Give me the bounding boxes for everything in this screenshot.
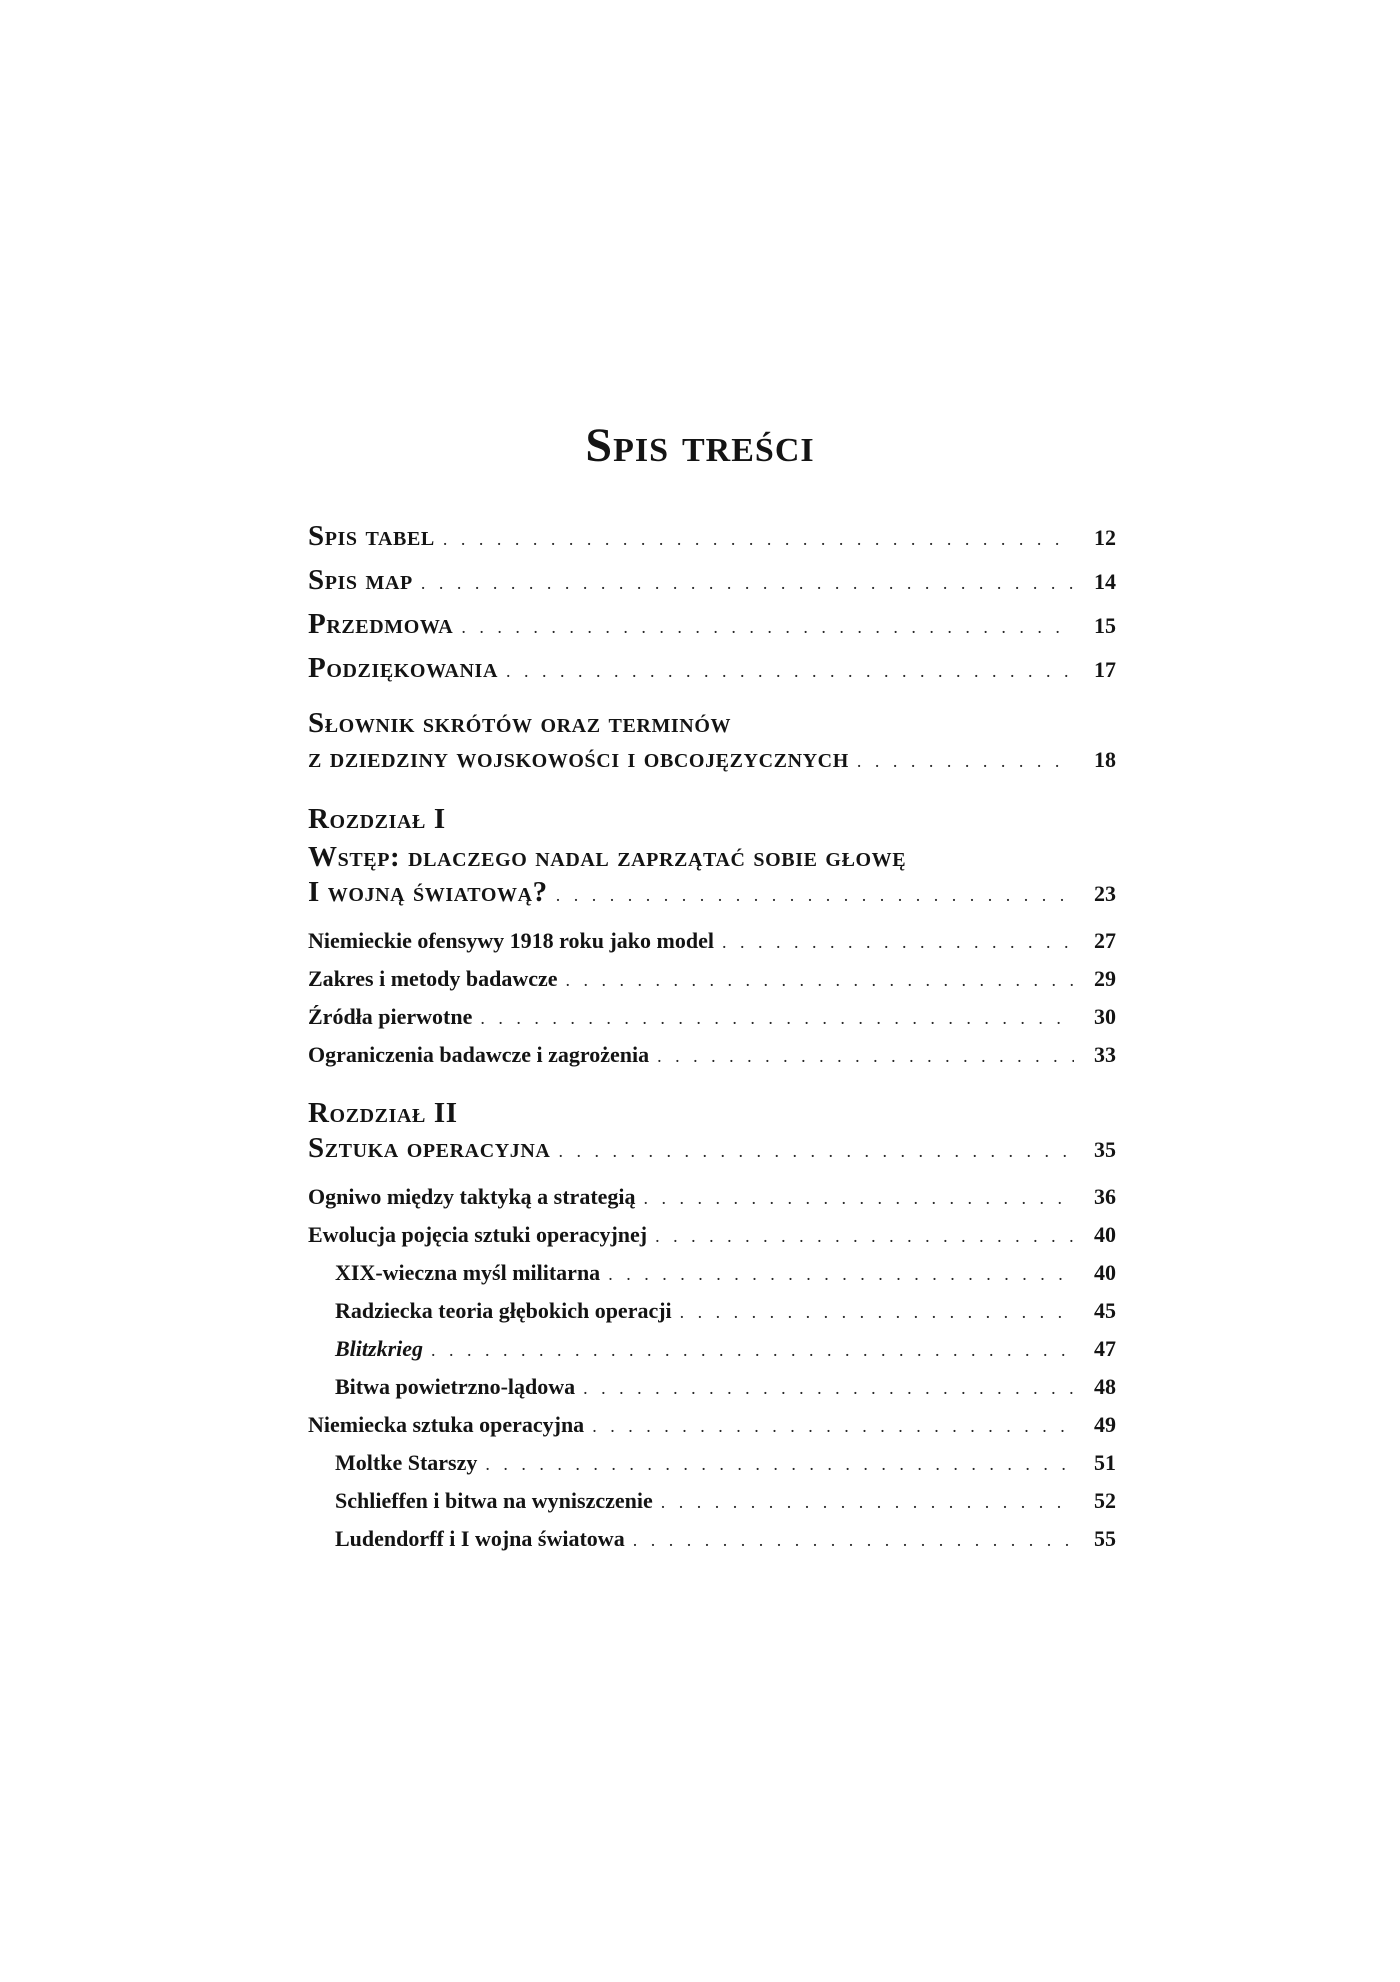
toc-entry-title: Źródła pierwotne xyxy=(308,1004,473,1029)
toc-entry-title: Sztuka operacyjna xyxy=(308,1132,551,1164)
toc-page-number: 14 xyxy=(1094,569,1116,594)
toc-entry-zrodla-pierwotne[interactable] xyxy=(308,1004,1116,1042)
page-title: Spis treści xyxy=(585,419,815,472)
toc-entry-title: Radziecka teoria głębokich operacji xyxy=(335,1298,672,1323)
dot-leader xyxy=(722,932,1074,953)
toc-entry-title: Moltke Starszy xyxy=(335,1450,478,1475)
toc-entry-title-line: Wstęp: dlaczego nadal zaprzątać sobie głowę xyxy=(308,841,907,873)
chapter-label: Rozdział I xyxy=(308,803,446,835)
toc-entry-title: Przedmowa xyxy=(308,608,454,640)
toc-page-number: 48 xyxy=(1094,1374,1116,1399)
toc-page-number: 40 xyxy=(1094,1222,1116,1247)
toc-entry-title: z dziedziny wojskowości i obcojęzycznych xyxy=(308,742,849,774)
toc-page-number: 27 xyxy=(1094,928,1116,953)
toc-entry-title-line: Słownik skrótów oraz terminów xyxy=(308,707,732,739)
dot-leader xyxy=(644,1188,1074,1209)
toc-entry-title: Blitzkrieg xyxy=(335,1336,424,1361)
toc-entry-spis-map[interactable] xyxy=(308,564,1116,608)
dot-leader xyxy=(583,1378,1074,1399)
toc-entry-title: Zakres i metody badawcze xyxy=(308,966,558,991)
dot-leader xyxy=(485,1454,1074,1475)
toc-entry-title: Ograniczenia badawcze i zagrożenia xyxy=(308,1042,650,1067)
toc-entry-title: Niemieckie ofensywy 1918 roku jako model xyxy=(308,928,714,953)
toc-entry-niemieckie-ofensywy[interactable] xyxy=(308,928,1116,966)
toc-entry-ograniczenia[interactable] xyxy=(308,1042,1116,1080)
toc-entry-ogniwo[interactable] xyxy=(308,1184,1116,1222)
toc-entry-niemiecka-sztuka[interactable] xyxy=(308,1412,1116,1450)
toc-page-number: 40 xyxy=(1094,1260,1116,1285)
toc-entry-blitzkrieg[interactable] xyxy=(308,1336,1116,1374)
toc-entry-xix-wieczna[interactable] xyxy=(308,1260,1116,1298)
toc-entry-title: Schlieffen i bitwa na wyniszczenie xyxy=(335,1488,653,1513)
toc-entry-title: Ogniwo między taktyką a strategią xyxy=(308,1184,636,1209)
dot-leader xyxy=(857,751,1074,772)
toc-entry-slownik[interactable] xyxy=(308,704,1116,786)
toc-entry-title: Bitwa powietrzno-lądowa xyxy=(335,1374,576,1399)
toc-entry-ludendorff[interactable] xyxy=(308,1526,1116,1564)
dot-leader xyxy=(680,1302,1074,1323)
toc-entry-title: Spis tabel xyxy=(308,520,435,552)
dot-leader xyxy=(480,1008,1074,1029)
dot-leader xyxy=(661,1492,1074,1513)
toc-entry-title: I wojną światową? xyxy=(308,876,548,908)
toc-page-number: 17 xyxy=(1094,657,1116,682)
toc-entry-title: Spis map xyxy=(308,564,413,596)
toc-entry-radziecka-teoria[interactable] xyxy=(308,1298,1116,1336)
toc-entry-title: Podziękowania xyxy=(308,652,498,684)
toc-page-number: 15 xyxy=(1094,613,1116,638)
toc-entry-bitwa-powietrzno-ladowa[interactable] xyxy=(308,1374,1116,1412)
dot-leader xyxy=(633,1530,1074,1551)
toc-entry-moltke[interactable] xyxy=(308,1450,1116,1488)
toc-page-number: 51 xyxy=(1094,1450,1116,1475)
dot-leader xyxy=(506,661,1074,682)
dot-leader xyxy=(657,1046,1074,1067)
toc-page-number: 45 xyxy=(1094,1298,1116,1323)
dot-leader xyxy=(655,1226,1074,1247)
toc-page-number: 23 xyxy=(1094,881,1116,906)
dot-leader xyxy=(421,573,1074,594)
toc-page-number: 29 xyxy=(1094,966,1116,991)
toc-entry-title: Niemiecka sztuka operacyjna xyxy=(308,1412,585,1437)
toc-page-number: 33 xyxy=(1094,1042,1116,1067)
toc-entry-title: Ewolucja pojęcia sztuki operacyjnej xyxy=(308,1222,648,1247)
dot-leader xyxy=(443,529,1074,550)
toc-entry-przedmowa[interactable] xyxy=(308,608,1116,652)
toc-entry-podziekowania[interactable] xyxy=(308,652,1116,696)
dot-leader xyxy=(461,617,1074,638)
dot-leader xyxy=(556,885,1074,906)
dot-leader xyxy=(558,1141,1074,1162)
toc-entry-rozdzial-2[interactable] xyxy=(308,1094,1116,1176)
toc-page-number: 36 xyxy=(1094,1184,1116,1209)
toc-page-number: 35 xyxy=(1094,1137,1116,1162)
toc-page-number: 49 xyxy=(1094,1412,1116,1437)
toc-page-number: 47 xyxy=(1094,1336,1116,1361)
toc-entry-title: Ludendorff i I wojna światowa xyxy=(335,1526,625,1551)
dot-leader xyxy=(608,1264,1074,1285)
toc-entry-schlieffen[interactable] xyxy=(308,1488,1116,1526)
toc-page-number: 30 xyxy=(1094,1004,1116,1029)
toc-entry-spis-tabel[interactable] xyxy=(308,520,1116,564)
toc-entry-zakres-i-metody[interactable] xyxy=(308,966,1116,1004)
toc-entry-rozdzial-1[interactable] xyxy=(308,800,1116,920)
table-of-contents xyxy=(308,520,1116,1564)
chapter-label: Rozdział II xyxy=(308,1097,458,1129)
dot-leader xyxy=(566,970,1074,991)
toc-entry-title: XIX-wieczna myśl militarna xyxy=(335,1260,601,1285)
dot-leader xyxy=(592,1416,1074,1437)
toc-page-number: 18 xyxy=(1094,747,1116,772)
toc-page-number: 52 xyxy=(1094,1488,1116,1513)
toc-entry-ewolucja[interactable] xyxy=(308,1222,1116,1260)
toc-page-number: 55 xyxy=(1094,1526,1116,1551)
toc-page-number: 12 xyxy=(1094,525,1116,550)
dot-leader xyxy=(431,1340,1074,1361)
